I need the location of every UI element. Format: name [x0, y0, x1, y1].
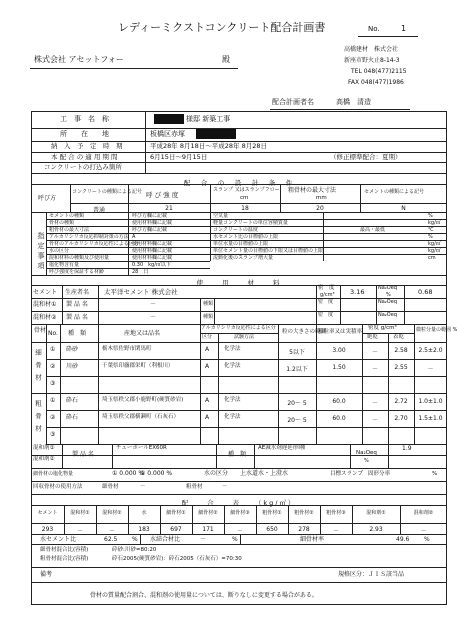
spec-item-label: アルカリシリカ反応抑制対策の方法	[49, 233, 129, 240]
mix-header: 細骨材②	[198, 510, 218, 516]
spec-item-label: 水の区分	[49, 247, 70, 254]
mix-header: 細骨材①	[166, 510, 186, 516]
agg-col-fm: 粗粒率又は実積率	[318, 329, 363, 335]
agg-size-range: 1.2以下	[286, 366, 308, 373]
cement-na2o-unit: %	[386, 292, 391, 298]
spec-item-right-unit: kg/㎥	[428, 240, 441, 247]
admixture1-label: 混和材①	[33, 301, 57, 308]
chem1-label: 混和剤①	[33, 445, 55, 451]
agg-density-ssd: 2.72	[394, 398, 408, 405]
spec-item-value: 使用材料欄に記載	[132, 247, 173, 254]
mix-header: 粗骨材①	[262, 510, 282, 516]
chem-na2o-value: 1.9	[402, 445, 412, 452]
supplier-tel: TEL 048(477)2115	[351, 68, 407, 75]
agg-size-range: 20～ 5	[287, 417, 307, 424]
agg-row-divider	[46, 359, 447, 360]
agg-kind: 砕石	[66, 414, 79, 421]
standard-label: 規格区分：ＪＩＳ該当品	[338, 571, 405, 578]
agg-column-label: 骨材	[34, 327, 47, 334]
agg-col-fine: 微粒分量の範囲 %	[416, 327, 457, 333]
agg-fm: 3.00	[332, 347, 346, 354]
spec-item-right-unit: ℃	[428, 226, 434, 233]
supplier-name: 高橋建材 株式会社	[344, 46, 399, 53]
admixture1-type-label: 種類	[203, 301, 214, 307]
slump-value: 18	[241, 205, 249, 212]
document-number: 1	[401, 24, 407, 33]
agg-row-divider	[46, 376, 447, 377]
agg-col-origin: 産地又は品名	[124, 330, 161, 337]
agg-col-density: 密度 g/cm³	[368, 325, 397, 331]
admixture2-na2o-label: Na₂Oeq	[378, 312, 397, 318]
agg-fm: 1.50	[332, 364, 346, 371]
document-number-label: No.	[368, 25, 380, 33]
admixture1-product-label: 製 品 名	[66, 301, 88, 308]
project-name-label: 工 事 名 称	[60, 115, 109, 123]
agg-asr-class: A	[205, 397, 210, 404]
mix-value: 650	[266, 526, 278, 533]
cement-density-unit: g/cm³	[320, 292, 335, 298]
planner-name: 高橋 清造	[336, 98, 371, 106]
wb-value: －	[200, 536, 207, 543]
wc-value: 62.5	[104, 536, 118, 543]
spec-item-right-unit: kg/㎥	[428, 247, 441, 254]
planner-label: 配合計画者名	[272, 98, 314, 106]
spec-item-right-label: コンクリートの温度	[213, 226, 258, 233]
cement-type-value: N	[401, 205, 406, 212]
recycle-label: 回収骨材の使用方法	[33, 484, 83, 490]
agg-density-dry: －	[371, 366, 378, 373]
agg-fine-content: 2.5±2.0	[418, 347, 443, 354]
spec-item-label: 呼び強度を保証する材齢	[49, 268, 105, 275]
mix-value: 697	[170, 526, 182, 533]
agg-kind: 砕石	[66, 397, 79, 404]
agg-origin: 栃木県佐野市閑馬町	[102, 346, 152, 352]
chem-type-value: AE減水剤遅延形Ⅰ種	[258, 445, 306, 451]
spec-item-label: 骨材の種類	[49, 219, 75, 226]
cement-density-label: 密 度	[318, 285, 335, 291]
placement-label: コンクリートの打込み箇所	[44, 163, 122, 171]
agg-test-method: 化学法	[224, 346, 241, 352]
remarks-label: 備考	[40, 571, 53, 578]
agg-no: ③	[50, 380, 56, 387]
chloride-label: 細骨材の塩化物量	[33, 471, 74, 477]
wb-label: 水結合材比	[150, 536, 181, 543]
footer-note: 骨材の質量配合割合、混和剤の使用量については、断りなしに変更する場合がある。	[90, 592, 318, 599]
col-concrete-type: コンクリートの種類による記号	[72, 189, 142, 195]
agg-fm: 60.0	[332, 398, 346, 405]
mix-value: 171	[202, 526, 214, 533]
spec-item-value: 28 日	[132, 268, 149, 275]
mix-value: 293	[41, 526, 54, 533]
sa-unit: %	[424, 536, 430, 543]
water-label: 水の区分	[204, 470, 229, 477]
chem-na2o-unit: %	[364, 458, 369, 464]
spec-item-value: 使用材料欄に記載	[132, 219, 173, 226]
admixture2-label: 混和材②	[33, 314, 57, 321]
wc-label: 水セメント比	[40, 536, 77, 543]
period-note: （修正標準配合：夏期）	[330, 153, 402, 161]
spec-item-value: 呼び方欄に記載	[132, 226, 168, 233]
cement-density-value: 3.16	[350, 288, 365, 296]
agg-density-dry: －	[371, 417, 378, 424]
agg-kind: 川砂	[66, 363, 79, 370]
col-slump: スランプ 又はスランプフロー	[213, 187, 280, 193]
spec-item-right-unit: cm	[428, 254, 436, 261]
recycle-fine-label: 細骨材	[102, 484, 119, 490]
cement-maker-value: 太平洋セメント 株式会社	[104, 288, 178, 296]
agg-fine-content: 1.0±1.0	[418, 398, 443, 405]
agg-col-test: 試験方法	[234, 334, 255, 340]
agg-fine-content: 1.5±1.0	[418, 415, 443, 422]
fine-ratio-label: 細骨材混合比(容積)	[40, 547, 89, 553]
agg-no: ③	[50, 431, 56, 438]
mix-header: 粗骨材③	[326, 510, 346, 516]
mix-header: 粗骨材②	[294, 510, 314, 516]
sa-value: 49.6	[396, 536, 410, 543]
spec-item-right-label: 空気量	[213, 212, 229, 219]
mix-value: 278	[298, 526, 310, 533]
admixture2-type-label: 種類	[203, 314, 214, 320]
chem-product-label: 製 品 名	[72, 451, 94, 458]
agg-col-class: 区分	[202, 334, 213, 340]
spec-item-value: 0.30 kg/㎥以下	[132, 261, 171, 268]
spec-item-label: 混和材料の種類及び使用量	[49, 254, 110, 261]
agg-size-range: 5以下	[289, 349, 305, 356]
coarse-ratio-value: 砕石2005(硬質砂岩)：砕石2005（石灰石）=70:30	[112, 556, 242, 562]
delivery-label: 納 入 予 定 時 期	[51, 142, 123, 150]
spec-item-right-label: 軽量コンクリートの単位容積質量	[213, 219, 288, 226]
recycle-coarse-label: 粗骨材	[186, 484, 203, 490]
agg-density-ssd: 2.58	[394, 347, 408, 354]
agg-col-kind: 種 類	[68, 330, 87, 337]
admixture1-density-label: 密 度	[318, 299, 334, 305]
spec-item-right-label: 水セメント比の目標値の上限	[213, 233, 279, 240]
agg-no: ②	[50, 414, 56, 421]
design-section-title: 配 合 の 設 計 条 件	[183, 179, 295, 187]
agg-origin: 千葉県印旛郡栄町（利根川）	[102, 363, 174, 369]
mix-header: セメント	[37, 510, 58, 516]
redacted-address	[196, 129, 236, 139]
agg-row-divider	[31, 393, 447, 394]
agg-kind: 砕砂	[66, 346, 79, 353]
agg-col-ssd: 表乾	[393, 334, 405, 340]
col-aggregate-size: 粗骨材の最大寸法	[288, 187, 337, 194]
spec-item-right-label: 単位セメント量の目標値の下限又は目標値の上限	[213, 247, 324, 254]
fine-aggregate-label: 細骨材	[34, 349, 42, 387]
agg-origin: 埼玉県秩父郡横瀬町（石灰石）	[102, 414, 180, 420]
agg-test-method: 化学法	[224, 363, 241, 369]
spec-item-value: 呼び方欄に記載	[132, 212, 168, 219]
target-slump-value: 固形分率	[368, 471, 391, 477]
supplier-address: 新座市野火止8-14-3	[344, 57, 400, 64]
agg-density-dry: －	[371, 349, 378, 356]
agg-fm: 60.0	[332, 415, 346, 422]
aggregate-size-value: 20	[316, 205, 324, 212]
agg-test-method: 化学法	[224, 397, 241, 403]
spec-item-right-label: 単位水量の目標値の上限	[213, 240, 269, 247]
mix-header: 混和剤①	[366, 510, 386, 516]
admixture2-product-value: －	[150, 314, 157, 321]
agg-density-ssd: 2.55	[394, 364, 408, 371]
spec-item-label: 骨材のアルカリシリカ反応性による区分	[49, 240, 139, 247]
chem-na2o-label: Na₂Oeq	[356, 450, 377, 456]
specified-items-label: 指定事項	[37, 232, 45, 272]
agg-row-divider	[46, 444, 447, 445]
chloride-value-2: ② 0.000 %	[140, 470, 173, 477]
mix-header: 混和剤②	[413, 510, 434, 516]
agg-col-dry: 絶乾	[367, 334, 379, 340]
mix-value: 2.93	[369, 526, 383, 533]
period-value: 6月15日～9月15日	[150, 153, 208, 161]
spec-item-label: セメントの種類	[49, 212, 85, 219]
mix-value: －	[332, 528, 339, 535]
wc-unit: %	[132, 536, 138, 543]
agg-fine-content: －	[427, 366, 434, 373]
location-value: 板橋区赤塚	[150, 130, 185, 138]
chem-product-value: チューポールEX60R	[116, 445, 167, 451]
agg-col-size: 粒の大きさの範囲	[282, 329, 327, 335]
agg-asr-class: A	[205, 346, 210, 353]
cement-label: セメント	[33, 289, 58, 296]
col-strength: 呼 び 強 度	[146, 191, 179, 199]
agg-test-method: 化学法	[224, 414, 241, 420]
chloride-value-1: ① 0.000 %	[112, 470, 145, 477]
target-slump-unit: %	[432, 471, 438, 477]
spec-item-value: 使用材料欄に記載	[132, 254, 173, 261]
col-slump-unit: cm	[240, 195, 249, 201]
spec-item-value: A	[132, 233, 136, 240]
project-name: 様邸 新築工事	[186, 115, 231, 123]
target-slump-label: 目標スランプ	[330, 471, 364, 477]
mix-header: 細骨材③	[230, 510, 250, 516]
agg-no: ①	[50, 346, 56, 353]
supplier-fax: FAX 048(477)1986	[348, 79, 404, 86]
mix-header: 水	[141, 510, 147, 516]
recycle-fine-value: －	[140, 484, 146, 490]
agg-asr-class: A	[205, 414, 210, 421]
admixture2-density-label: 密 度	[318, 312, 334, 318]
recycle-coarse-value: －	[222, 484, 228, 490]
materials-section-title: 使 用 材 料	[196, 279, 282, 287]
mix-value: －	[76, 528, 83, 535]
concrete-type-value: 普通	[92, 207, 105, 214]
mix-header: 混和材②	[102, 510, 122, 516]
agg-density-dry: －	[371, 400, 378, 407]
mix-header: 混和材①	[70, 510, 90, 516]
spec-item-right-value: 最高・最低	[360, 226, 386, 233]
spec-item-right-unit: kg/㎥	[428, 219, 441, 226]
agg-size-range: 20～ 5	[287, 400, 307, 407]
cement-na2o-label: Na₂Oeq	[378, 285, 397, 291]
col-cement-type: セメントの種類による記号	[364, 189, 425, 195]
spec-item-right-unit: %	[428, 233, 433, 240]
spec-item-label: 塩化物含有量	[49, 261, 80, 268]
admixture2-product-label: 製 品 名	[66, 314, 88, 321]
chem2-label: 混和剤②	[33, 456, 55, 462]
admixture1-product-value: －	[150, 301, 157, 308]
cement-maker-label: 生産者名	[65, 289, 90, 296]
spec-item-label: 粗骨材の最大寸法	[49, 226, 90, 233]
fine-ratio-value: 砕砂:川砂=80:20	[112, 547, 157, 553]
strength-value: 21	[165, 205, 173, 212]
agg-row-divider	[46, 410, 447, 411]
agg-col-no: No.	[48, 330, 58, 337]
coarse-aggregate-label: 粗骨材	[34, 400, 42, 438]
agg-col-asr: アルカリシリカ反応性による区分	[201, 325, 276, 331]
recipient-company: 株式会社 アセットフォー	[34, 55, 124, 64]
period-label: 本 配 合 の 適 用 期 間	[51, 153, 118, 161]
recipient-honorific: 殿	[222, 55, 230, 64]
agg-no: ②	[50, 363, 56, 370]
agg-density-ssd: 2.70	[394, 415, 408, 422]
mix-value: －	[420, 528, 427, 535]
chem-type-label: 種 類	[228, 451, 247, 458]
cement-na2o-value: 0.68	[418, 288, 433, 296]
wb-unit: %	[232, 536, 238, 543]
coarse-ratio-label: 粗骨材混合比(容積)	[40, 556, 89, 562]
spec-item-right-unit: %	[428, 212, 433, 219]
sa-label: 細骨材率	[300, 536, 325, 543]
delivery-value: 平成28年 8月18日～平成28年 8月28日	[150, 142, 267, 150]
col-aggregate-unit: mm	[316, 195, 327, 201]
callname-label: 呼び方	[38, 195, 57, 202]
admixture1-na2o-label: Na₂Oeq	[378, 299, 397, 305]
spec-item-value: 使用材料欄に記載	[132, 240, 173, 247]
mix-section-title: 配 合 表 （kg/㎥）	[181, 499, 297, 507]
mix-value: 183	[138, 526, 150, 533]
mix-value: －	[236, 528, 243, 535]
mix-value: －	[108, 528, 115, 535]
document-title: レディーミクストコンクリート配合計画書	[118, 21, 326, 34]
agg-asr-class: A	[205, 363, 210, 370]
water-value: 上水道水・上澄水	[240, 470, 289, 477]
spec-item-right-label: 流動化後のスランプ増大量	[213, 254, 274, 261]
redacted-client-name	[154, 114, 184, 124]
agg-row-divider	[46, 427, 447, 428]
location-label: 所 在 地	[60, 130, 109, 138]
agg-origin: 埼玉県秩父郡小鹿野町(硬質砂岩)	[102, 397, 184, 403]
agg-no: ①	[50, 397, 56, 404]
